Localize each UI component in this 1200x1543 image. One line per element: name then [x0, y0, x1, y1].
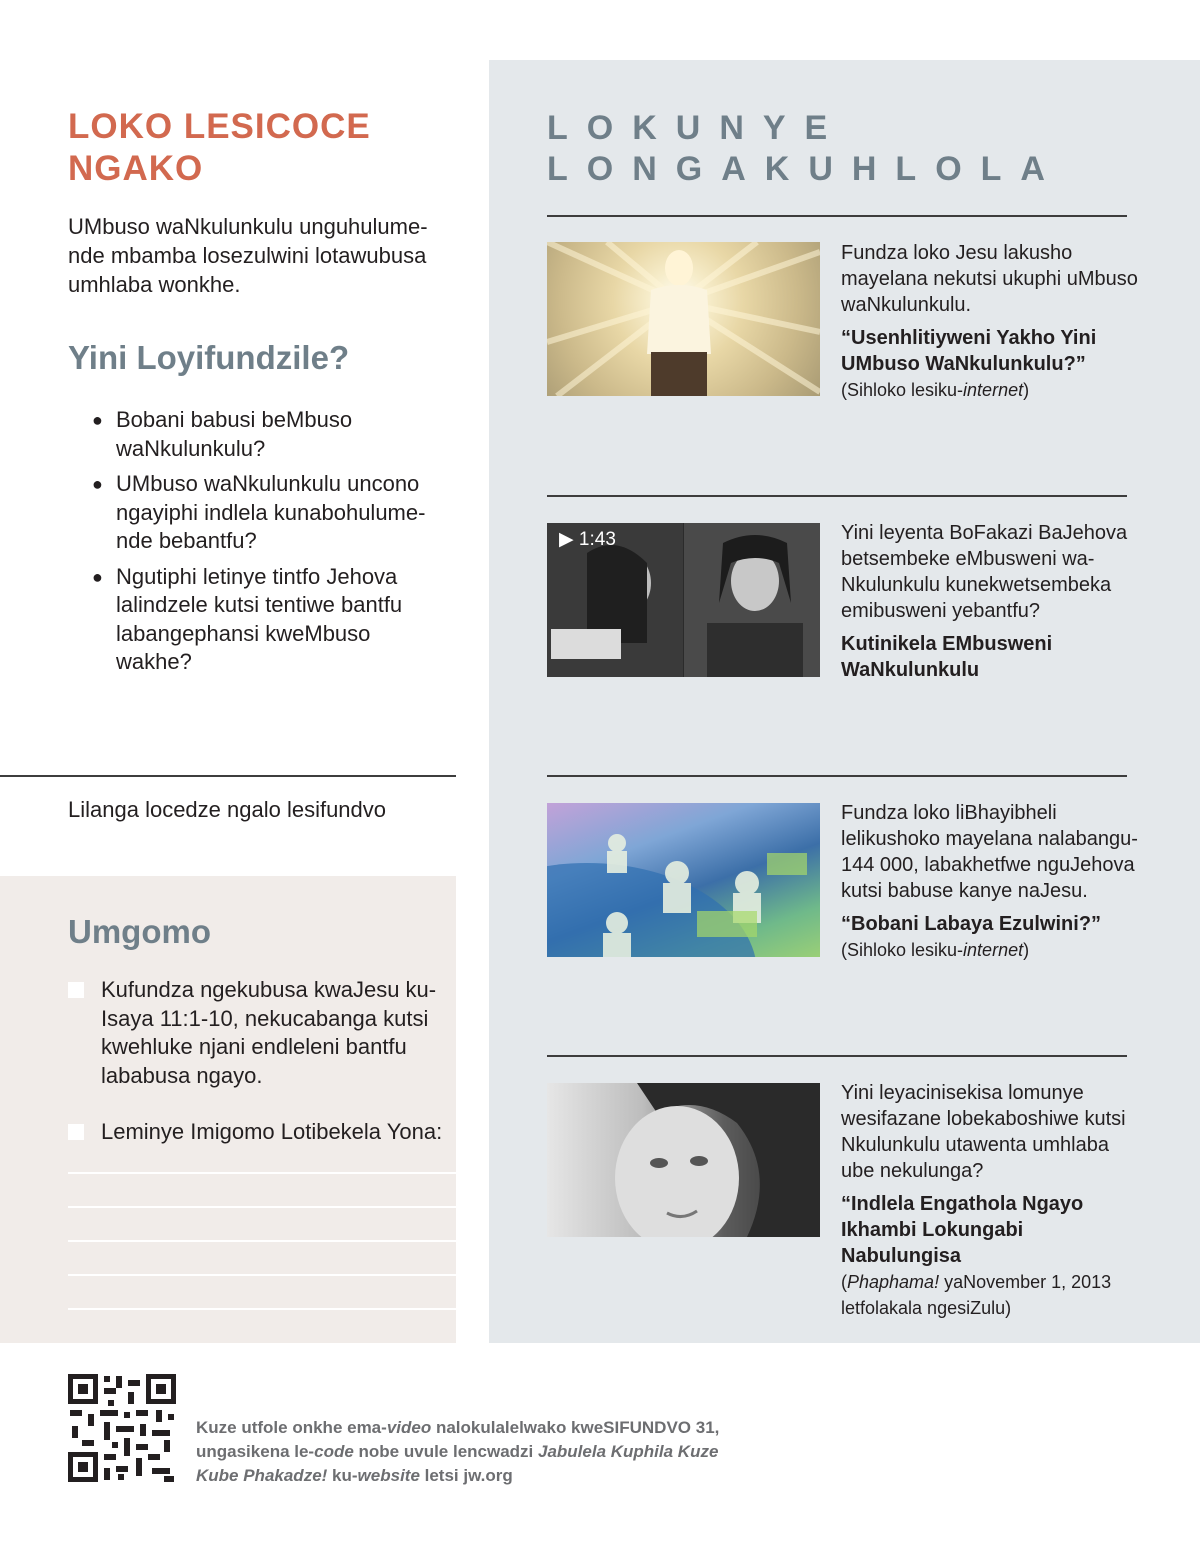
checkbox[interactable] — [68, 982, 84, 998]
heaven-rulers-image[interactable] — [547, 803, 820, 957]
jesus-light-image[interactable] — [547, 242, 820, 396]
summary-title: LOKO LESICOCE NGAKO — [68, 107, 371, 188]
bullet-icon: ● — [92, 566, 103, 587]
section-divider — [547, 215, 1127, 217]
completed-divider — [0, 775, 456, 777]
more-title: LOKUNYE LONGAKUHLOLA — [547, 109, 1064, 188]
woman-portrait-image[interactable] — [547, 1083, 820, 1237]
review-questions — [92, 406, 448, 684]
qr-code[interactable] — [68, 1374, 176, 1482]
heaven-rulers-illustration — [547, 803, 820, 957]
goal-title: Umgomo — [68, 913, 211, 950]
footer-note: Kuze utfole onkhe ema-video nalokulalelwako kweSIFUNDVO 31, ungasikena le-code nobe uvule lencwadzi Jabulela Kuphila Kuze Kube Phakadze! ku-website letsi jw.org — [196, 1418, 720, 1485]
item-reference[interactable]: Kutinikela EMbusweni WaNkulunkulu — [841, 633, 1053, 681]
section-divider — [547, 1055, 1127, 1057]
item-source: (Phaphama! yaNovember 1, 2013 letfolakala ngesiZulu) — [841, 1272, 1112, 1318]
completed-date-label: Lilanga locedze ngalo lesifundvo — [68, 797, 387, 822]
explore-item-text — [841, 240, 1141, 403]
goal-panel — [0, 876, 456, 1343]
item-reference[interactable]: “Indlela Engathola Ngayo Ikhambi Lokungabi Nabulungisa — [841, 1193, 1084, 1267]
explore-item-text — [841, 800, 1141, 963]
item-source: (Sihloko lesiku-internet) — [841, 940, 1030, 960]
woman-portrait-illustration — [547, 1083, 820, 1237]
bullet-icon: ● — [92, 410, 103, 430]
explore-item-text — [841, 520, 1141, 683]
review-question: ● Bobani babusi beMbuso waNkulunkulu? — [92, 407, 353, 461]
item-description: Yini leyenta BoFakazi BaJehova betsembeke eMbusweni waNkulunkulu kunekwetsembeka emibusweni yebantfu? — [841, 522, 1128, 622]
item-source: (Sihloko lesiku-internet) — [841, 380, 1030, 400]
bullet-icon: ● — [92, 474, 103, 494]
write-line[interactable] — [68, 1172, 456, 1174]
goal-item: Leminye Imigomo Lotibekela Yona: — [68, 1118, 448, 1147]
write-line[interactable] — [68, 1240, 456, 1242]
section-divider — [547, 775, 1127, 777]
goal-item: Kufundza ngekubusa kwaJesu ku-Isaya 11:1-10, nekucabanga kutsi kwehluke njani endleleni bantfu lababusa ngayo. — [68, 976, 448, 1090]
explore-item-text — [841, 1080, 1141, 1321]
write-line[interactable] — [68, 1274, 456, 1276]
qr-code-icon — [68, 1374, 176, 1482]
summary-text: UMbuso waNkulunkulu unguhulumende mbamba losezulwini lotawubusa umhlaba wonkhe. — [68, 214, 428, 297]
item-description: Fundza loko liBhayibheli lelikushoko mayelana nalabangu-144 000, labakhetfwe nguJehova kutsi babuse kanye naJesu. — [841, 802, 1138, 902]
write-line[interactable] — [68, 1206, 456, 1208]
more-to-explore-panel — [489, 60, 1200, 1343]
section-divider — [547, 495, 1127, 497]
write-line[interactable] — [68, 1308, 456, 1310]
item-reference[interactable]: “Bobani Labaya Ezulwini?” — [841, 913, 1102, 935]
checkbox[interactable] — [68, 1124, 84, 1140]
item-description: Fundza loko Jesu lakusho mayelana nekutsi ukuphi uMbuso waNkulunkulu. — [841, 242, 1138, 316]
video-duration: ▶ 1:43 — [559, 529, 616, 550]
learned-title: Yini Loyifundzile? — [68, 339, 350, 376]
item-description: Yini leyacinisekisa lomunye wesifazane lobekaboshiwe kutsi Nkulunkulu utawenta umhlaba ube nekulunga? — [841, 1082, 1126, 1182]
review-question: ● Ngutiphi letinye tintfo Jehova lalindzele kutsi tentiwe bantfu labangephansi kweMbuso wakhe? — [92, 563, 403, 674]
review-question: ● UMbuso waNkulunkulu uncono ngayiphi indlela kunabohulumende bebantfu? — [92, 471, 426, 553]
jesus-light-illustration — [547, 242, 820, 396]
video-thumbnail[interactable] — [547, 523, 820, 677]
play-icon: ▶ — [559, 529, 574, 550]
item-reference[interactable]: “Usenhlitiyweni Yakho Yini UMbuso WaNkulunkulu?” — [841, 327, 1097, 375]
